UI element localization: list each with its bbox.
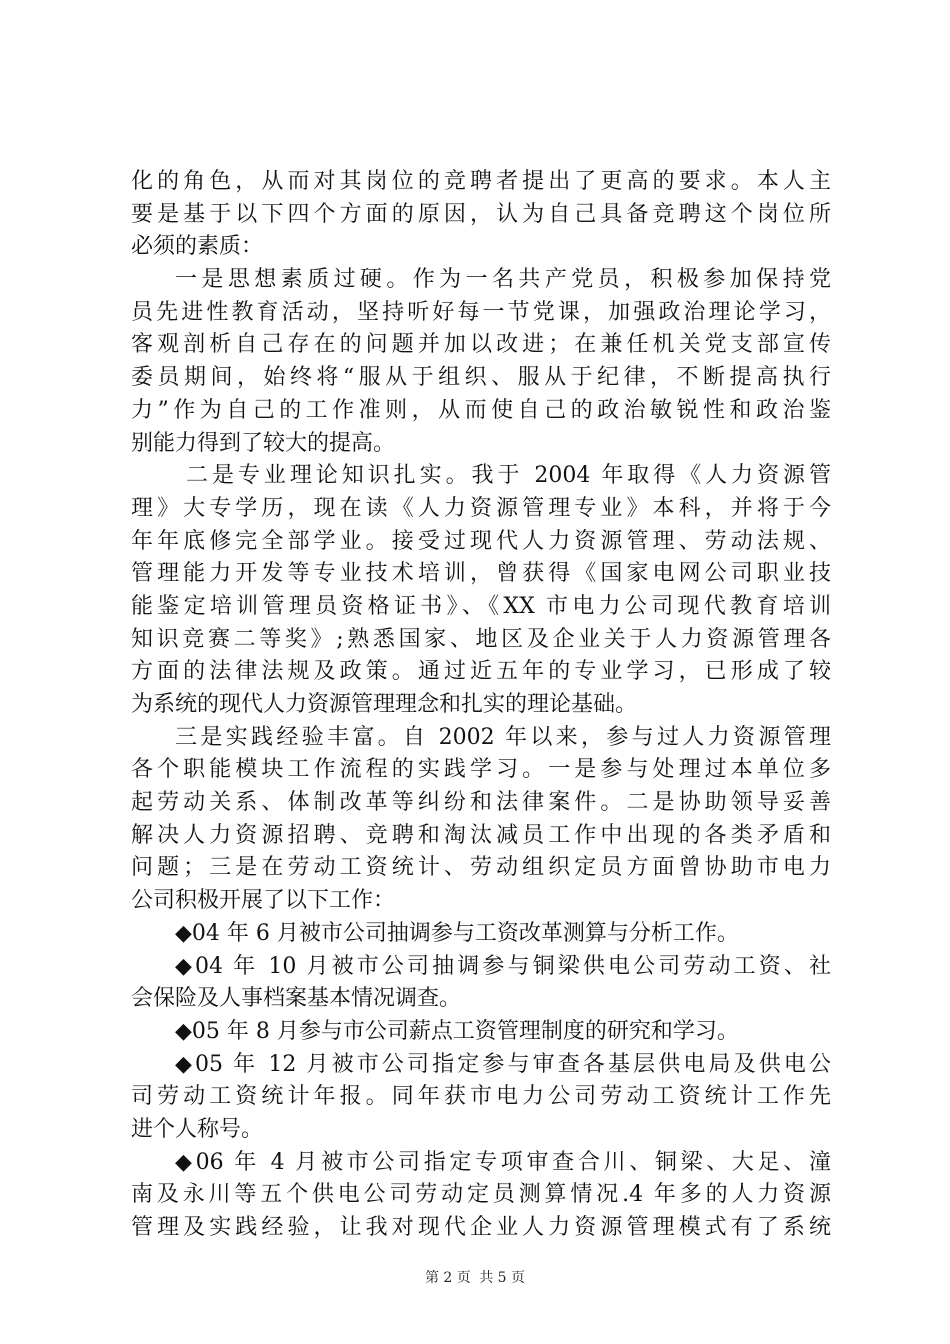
text-line: 知识竞赛二等奖》;熟悉国家、地区及企业关于人力资源管理各 — [131, 626, 831, 652]
text-line: 三是实践经验丰富。自 2002 年以来，参与过人力资源管理 — [175, 724, 831, 750]
text-line: 南及永川等五个供电公司劳动定员测算情况.4 年多的人力资源 — [131, 1182, 831, 1208]
text-line: 起劳动关系、体制改革等纠纷和法律案件。二是协助领导妥善 — [131, 790, 831, 816]
text-line: 必须的素质： — [131, 234, 264, 260]
text-line: 力”作为自己的工作准则，从而使自己的政治敏锐性和政治鉴 — [131, 397, 831, 423]
text-line: ◆05 年 12 月被市公司指定参与审查各基层供电局及供电公 — [175, 1051, 831, 1077]
text-line: 公司积极开展了以下工作： — [131, 888, 396, 914]
text-line: 委员期间，始终将“服从于组织、服从于纪律，不断提高执行 — [131, 365, 831, 391]
text-line: 解决人力资源招聘、竞聘和淘汰减员工作中出现的各类矛盾和 — [131, 822, 831, 848]
text-line: 管理能力开发等专业技术培训，曾获得《国家电网公司职业技 — [131, 561, 831, 587]
text-line: ◆05 年 8 月参与市公司薪点工资管理制度的研究和学习。 — [175, 1018, 739, 1044]
text-line: 别能力得到了较大的提高。 — [131, 430, 396, 456]
text-line: 员先进性教育活动，坚持听好每一节党课，加强政治理论学习， — [131, 299, 831, 325]
text-line: 各个职能模块工作流程的实践学习。一是参与处理过本单位多 — [131, 757, 831, 783]
text-line: 进个人称号。 — [131, 1116, 264, 1142]
text-line: 二是专业理论知识扎实。我于 2004 年取得《人力资源管 — [186, 463, 831, 489]
text-line: 管理及实践经验，让我对现代企业人力资源管理模式有了系统 — [131, 1215, 831, 1240]
text-line: 司劳动工资统计年报。同年获市电力公司劳动工资统计工作先 — [131, 1084, 831, 1110]
text-line: 一是思想素质过硬。作为一名共产党员，积极参加保持党 — [175, 267, 831, 293]
page-total: 共 5 页 — [479, 1270, 526, 1286]
text-line: 年年底修完全部学业。接受过现代人力资源管理、劳动法规、 — [131, 528, 831, 554]
text-line: 客观剖析自己存在的问题并加以改进；在兼任机关党支部宣传 — [131, 332, 831, 358]
text-line: 方面的法律法规及政策。通过近五年的专业学习，已形成了较 — [131, 659, 831, 685]
text-line: 为系统的现代人力资源管理理念和扎实的理论基础。 — [131, 692, 638, 717]
document-body — [131, 166, 831, 1245]
text-line: 能鉴定培训管理员资格证书》、《XX 市电力公司现代教育培训 — [131, 593, 831, 619]
text-line: 会保险及人事档案基本情况调查。 — [131, 986, 462, 1012]
text-line: 化的角色，从而对其岗位的竞聘者提出了更高的要求。本人主 — [131, 169, 831, 194]
page-footer — [0, 1268, 950, 1288]
text-line: 要是基于以下四个方面的原因，认为自己具备竞聘这个岗位所 — [131, 201, 831, 227]
text-line: 问题；三是在劳动工资统计、劳动组织定员方面曾协助市电力 — [131, 855, 831, 881]
text-line: ◆06 年 4 月被市公司指定专项审查合川、铜梁、大足、潼 — [175, 1149, 831, 1175]
text-line: 理》大专学历，现在读《人力资源管理专业》本科，并将于今 — [131, 495, 831, 521]
page-number: 第 2 页 — [424, 1270, 471, 1286]
text-line: ◆04 年 6 月被市公司抽调参与工资改革测算与分析工作。 — [175, 920, 739, 946]
text-line: ◆04 年 10 月被市公司抽调参与铜梁供电公司劳动工资、社 — [175, 953, 831, 979]
